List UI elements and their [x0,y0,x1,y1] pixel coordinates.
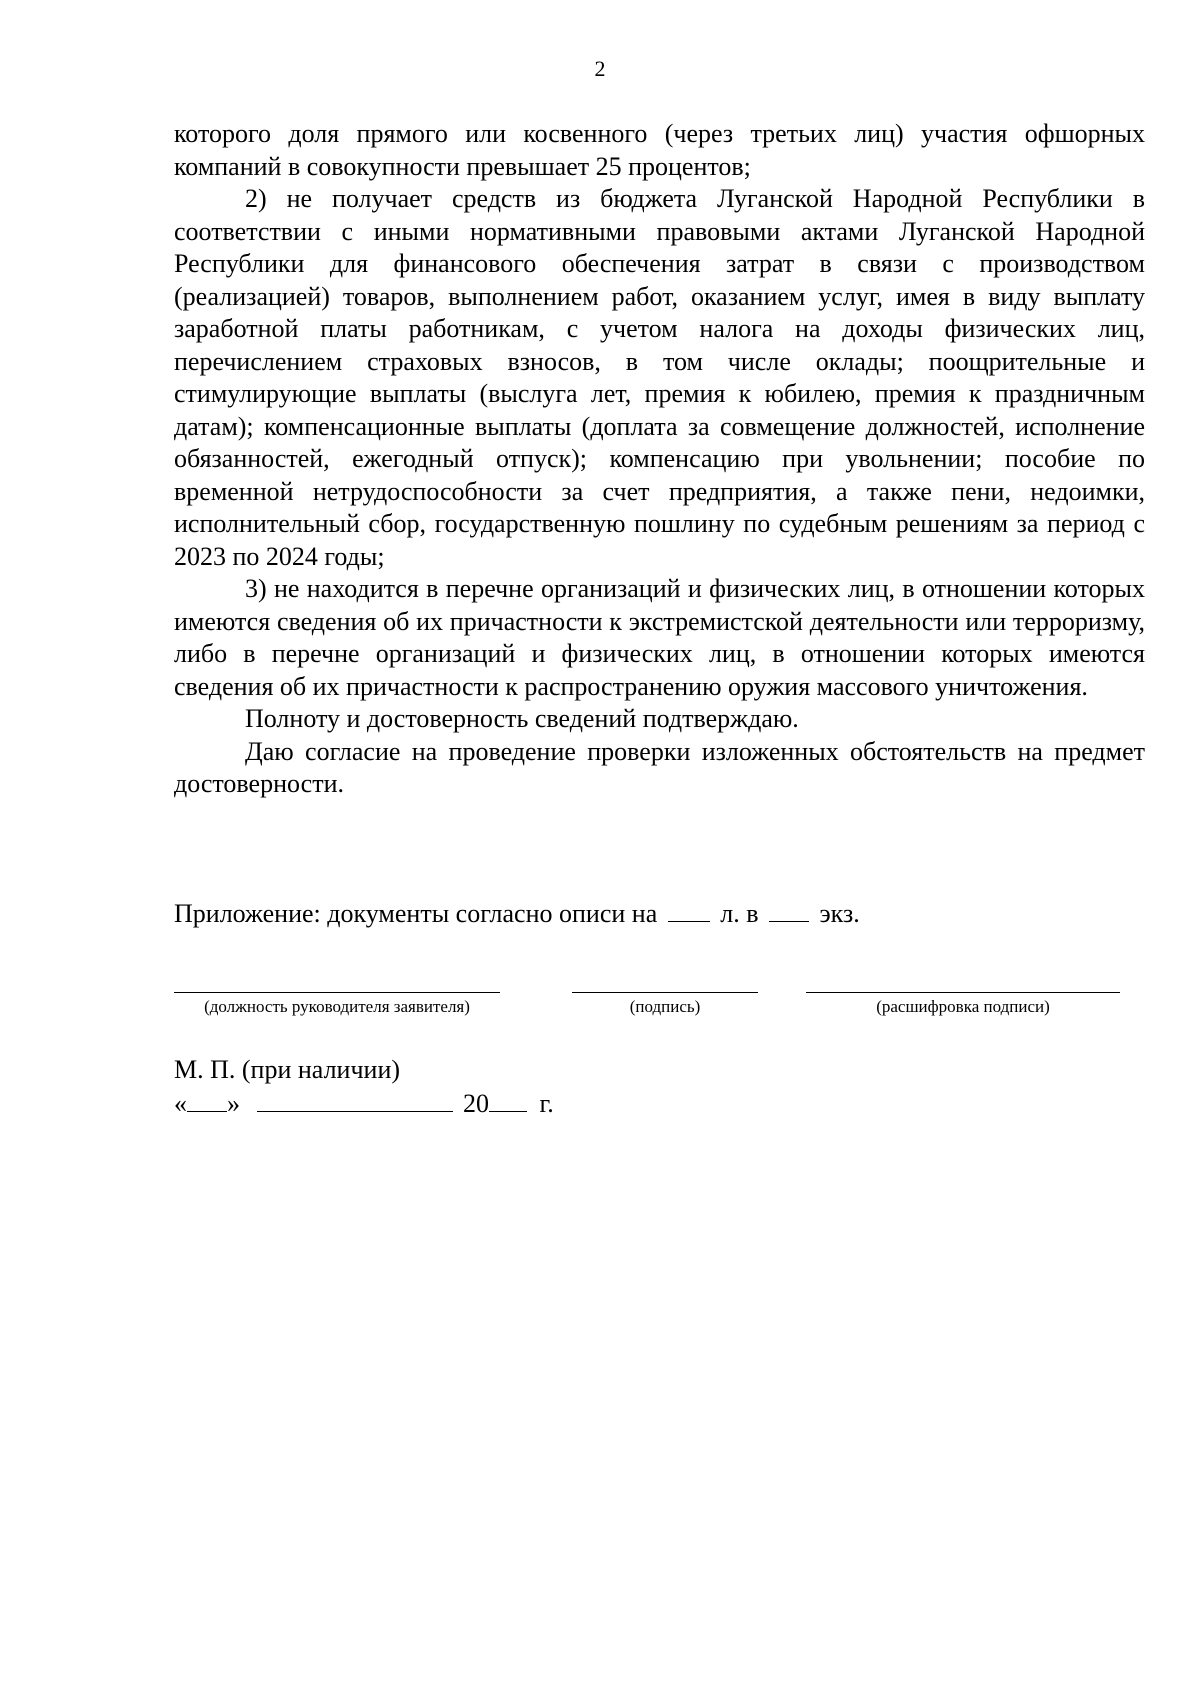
date-line [174,1088,554,1120]
date-close-quote: » [227,1089,240,1118]
year-suffix: г. [539,1089,554,1118]
year-blank[interactable] [489,1089,527,1112]
date-open-quote: « [174,1089,187,1118]
appendix-suffix: экз. [819,899,860,928]
appendix-line [174,898,860,930]
sheets-count-blank[interactable] [668,899,710,922]
stamp-note: М. П. (при наличии) [174,1055,401,1084]
signature-line[interactable] [572,992,758,993]
paragraph-consent: Даю согласие на проведение проверки изложенных обстоятельств на предмет достоверности. [174,736,1145,798]
copies-count-blank[interactable] [769,899,809,922]
document-body [174,118,1145,801]
decoding-caption: (расшифровка подписи) [876,997,1050,1016]
paragraph-item-3: 3) не находится в перечне организаций и физических лиц, в отношении которых имеются сведения об их причастности к экстремистской деятельности или терроризму, либо в перечне организаций и физических лиц, в отношении которых имеются сведения об их причастности к распространению оружия массового уничтожения. [174,574,1145,701]
month-blank[interactable] [257,1089,453,1112]
day-blank[interactable] [187,1089,227,1112]
appendix-middle: л. в [720,899,759,928]
signature-caption: (подпись) [629,997,701,1016]
page-number: 2 [594,56,606,81]
decoding-signature-line[interactable] [806,992,1120,993]
position-signature-line[interactable] [174,992,500,993]
paragraph-offshore-continuation: которого доля прямого или косвенного (через третьих лиц) участия офшорных компаний в совокупности превышает 25 процентов; [174,119,1145,181]
paragraph-confirmation: Полноту и достоверность сведений подтверждаю. [245,704,799,733]
paragraph-item-2: 2) не получает средств из бюджета Луганской Народной Республики в соответствии с иными нормативными правовыми актами Луганской Народной Республики для финансового обеспечения затрат в связи с производством (реализацией) товаров, выполнением работ, оказанием услуг, имея в виду выплату заработной платы работникам, с учетом налога на доходы физических лиц, перечислением страховых взносов, в том числе оклады; поощрительные и стимулирующие выплаты (выслуга лет, премия к юбилею, премия к праздничным датам); компенсационные выплаты (доплата за совмещение должностей, исполнение обязанностей, ежегодный отпуск); компенсацию при увольнении; пособие по временной нетрудоспособности за счет предприятия, а также пени, недоимки, исполнительный сбор, государственную пошлину по судебным решениям за период с 2023 по 2024 годы; [174,184,1145,571]
year-prefix: 20 [463,1089,489,1118]
appendix-prefix: Приложение: документы согласно описи на [174,899,658,928]
position-caption: (должность руководителя заявителя) [204,997,470,1016]
